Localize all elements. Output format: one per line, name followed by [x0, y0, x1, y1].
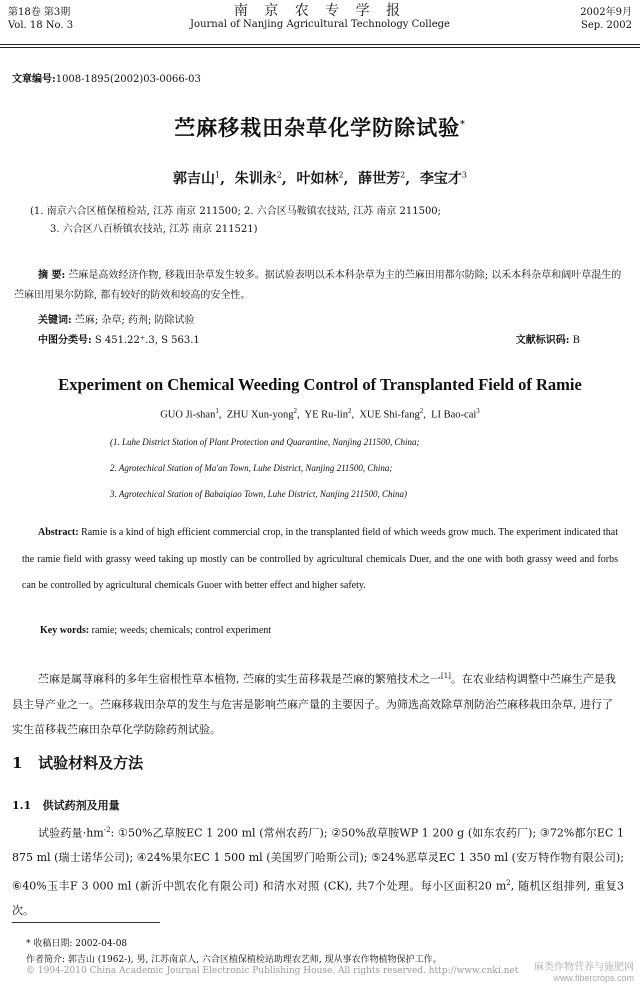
- author-name: 朱训永: [234, 171, 277, 187]
- author-name-en: XUE Shi-fang: [359, 409, 420, 421]
- journal-name-en: Journal of Nanjing Agricultural Technology College: [190, 19, 450, 30]
- journal-name: [160, 4, 480, 32]
- unit-exponent: -2: [103, 826, 111, 834]
- author-affil-mark: 1: [215, 407, 219, 415]
- footnote-author-bio: 作者简介: 郭吉山 (1962-), 男, 江苏南京人, 六合区植保植检站助理农艺师, 现从事农作物植物保护工作。: [26, 955, 442, 965]
- author-affil-mark: 3: [461, 170, 467, 180]
- materials-text-a: : ①50%乙草胺EC 1 200 ml (常州农药厂); ②50%敌草胺WP 1 200 g (如东农药厂); ③72%都尔EC 1 875 ml (瑞士诺华公司); ④24%果尔EC 1 500 ml (美国罗门哈斯公司); ⑤24%恶草灵EC 1 350 ml (安万特作物有限公司); ⑥40%玉丰F 3 000 ml (新沂中凯农化有限公司) 和清水对照 (CK), 共7个处理。每小区面积20 m: [12, 826, 624, 893]
- clc-label: 中图分类号:: [38, 335, 92, 346]
- title-en: Experiment on Chemical Weeding Control of Transplanted Field of Ramie: [58, 375, 582, 394]
- author-affil-mark: 2: [276, 170, 282, 180]
- author-name: 郭吉山: [173, 171, 216, 187]
- author-affil-mark: 2: [347, 407, 352, 415]
- abstract-cn-label: 摘 要:: [38, 270, 66, 281]
- issue-date-cn: 2002年9月: [580, 7, 632, 18]
- keywords-en-label: Key words:: [40, 625, 90, 636]
- intro-text-b: 。在农业结构调整中苎麻生产是我县主导产业之一。苎麻移栽田杂草的发生与危害是影响苎麻产量的主要因子。为筛选高效除草剂防治苎麻移栽田杂草, 进行了实生苗移栽苎麻田杂草化学防除药剂试验。: [12, 672, 616, 736]
- clc-number: [38, 331, 200, 346]
- citation-ref: [1]: [441, 672, 451, 680]
- header-rule: [0, 44, 640, 45]
- article-id: [12, 70, 201, 85]
- title-cn: [0, 112, 640, 142]
- authors-en: GUO Ji-shan$^1$, ZHU Xun-yong$^2$, YE Ru-lin$^2$, XUE Shi-fang$^2$, LI Bao-cai$^3$: [160, 407, 480, 421]
- issue-date: [580, 6, 632, 32]
- affiliations-cn: [30, 203, 620, 239]
- section-heading-1: [12, 752, 143, 773]
- author-affil-mark: 1: [215, 170, 221, 180]
- author-name-en: YE Ru-lin: [304, 409, 348, 421]
- author-name: 薛世芳: [358, 171, 401, 187]
- affiliation-en-2: 2. Agrotechical Station of Ma'an Town, Luhe District, Nanjing 211500, China;: [110, 463, 393, 473]
- author-name-en: GUO Ji-shan: [160, 409, 216, 421]
- section-number: 1: [12, 754, 23, 772]
- affiliation-line: 3. 六合区八百桥镇农技站, 江苏 南京 211521): [50, 224, 258, 235]
- keywords-cn-text: 苎麻; 杂草; 药剂; 防除试验: [74, 315, 195, 326]
- keywords-en: [40, 625, 271, 636]
- author-affil-mark: 3: [476, 407, 480, 415]
- document-code-value: B: [572, 335, 580, 346]
- keywords-cn-label: 关键词:: [38, 315, 72, 326]
- keywords-en-text: ramie; weeds; chemicals; control experiment: [91, 625, 272, 636]
- document-code-label: 文献标识码:: [515, 335, 570, 346]
- issue-date-en: Sep. 2002: [581, 20, 632, 31]
- watermark-line-2: www.fibercrops.com: [553, 973, 634, 983]
- materials-paragraph: [12, 818, 624, 923]
- abstract-en-label: Abstract:: [38, 527, 79, 538]
- site-watermark: [514, 962, 634, 984]
- author-affil-mark: 2: [400, 170, 406, 180]
- copyright-line: © 1994-2010 China Academic Journal Electronic Publishing House. All rights reserved. http://www.cnki.net: [26, 966, 519, 976]
- footnote-rule: [12, 922, 160, 923]
- author-affil-mark: 2: [419, 407, 424, 415]
- author-affil-mark: 2: [293, 407, 297, 415]
- author-name: 李宝才: [419, 171, 462, 187]
- title-footnote-mark: *: [460, 120, 466, 130]
- subsection-title: 供试药剂及用量: [42, 799, 120, 812]
- document-code: [516, 331, 580, 346]
- volume-en: Vol. 18 No. 3: [8, 20, 74, 31]
- subsection-heading-1-1: [12, 797, 120, 813]
- area-exponent: 2: [506, 878, 511, 887]
- author-name-en: ZHU Xun-yong: [226, 409, 294, 421]
- author-affil-mark: 2: [338, 170, 344, 180]
- header-rule-thin: [0, 47, 640, 48]
- article-id-label: 文章编号:: [12, 74, 56, 85]
- intro-paragraph: [12, 664, 622, 742]
- materials-text-b: , 随机区组排列, 重复3次。: [12, 879, 624, 917]
- affiliation-line: (1. 南京六合区植保植检站, 江苏 南京 211500; 2. 六合区马鞍镇农技站, 江苏 南京 211500;: [30, 206, 442, 217]
- materials-lead: 试验药量·hm: [38, 826, 104, 840]
- abstract-en-text: Ramie is a kind of high efficient commercial crop, in the transplanted field of which weeds grow much. The experiment indicated that the ramie field with grassy weed taking up mostly can be controlled by agricultural chemicals Duer, and the one with both grassy weed and forbs can be controlled by agricultural chemicals Guoer with better effect and higher safety.: [22, 527, 619, 591]
- journal-name-cn: 南 京 农 专 学 报: [233, 3, 407, 19]
- intro-text-a: 苎麻是属荨麻科的多年生宿根性草本植物, 苎麻的实生苗移栽是苎麻的繁殖技术之一: [38, 672, 441, 686]
- volume-info: [8, 6, 73, 32]
- author-name: 叶如林: [296, 171, 339, 187]
- section-title: 试验材料及方法: [38, 754, 144, 772]
- footnote-received-date: * 收稿日期: 2002-04-08: [26, 939, 128, 949]
- keywords-cn: [38, 311, 195, 326]
- article-id-value: 1008-1895(2002)03-0066-03: [55, 74, 201, 85]
- abstract-en: [22, 520, 618, 600]
- title-cn-text: 苎麻移栽田杂草化学防除试验: [174, 115, 461, 140]
- affiliation-en-1: (1. Luhe District Station of Plant Protection and Quarantine, Nanjing 211500, China;: [110, 437, 420, 447]
- abstract-cn: [14, 266, 624, 306]
- author-name-en: LI Bao-cai: [431, 409, 477, 421]
- abstract-cn-text: 苎麻是高效经济作物, 移栽田杂草发生较多。据试验表明以禾本科杂草为主的苎麻田用都尔防除; 以禾本科杂草和阔叶草混生的苎麻田用果尔防除, 都有较好的防效和较高的安全性。: [14, 270, 622, 301]
- volume-cn: 第18卷 第3期: [8, 7, 71, 18]
- authors-cn: 郭吉山$^1$, 朱训永$^2$, 叶如林$^2$, 薛世芳$^2$, 李宝才$^3$: [173, 170, 467, 187]
- clc-value: S 451.22⁺.3, S 563.1: [94, 335, 200, 346]
- subsection-number: 1.1: [12, 799, 32, 812]
- watermark-line-1: 麻类作物营养与施肥网: [534, 962, 634, 973]
- affiliation-en-3: 3. Agrotechical Station of Babaiqiao Town, Luhe District, Nanjing 211500, China): [110, 489, 408, 499]
